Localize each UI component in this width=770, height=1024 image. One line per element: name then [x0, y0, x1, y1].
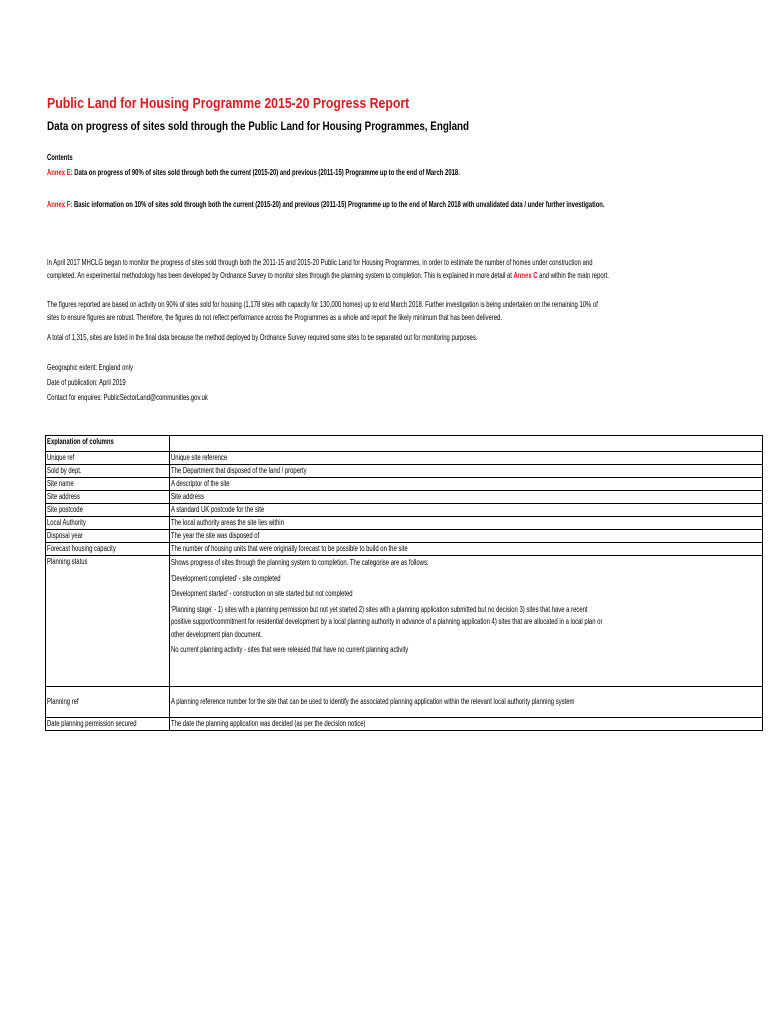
contact-enquiries: Contact for enquires: PublicSectorLand@communities.gov.uk: [47, 393, 208, 402]
column-name: Forecast housing capacity: [47, 544, 116, 553]
table-row: [46, 478, 763, 491]
columns-heading: Explanation of columns: [47, 437, 114, 446]
table-cell: [169, 517, 762, 530]
column-desc: A planning reference number for the site that can be used to identify the associated planning application within the relevant local authority planning system: [170, 697, 575, 706]
table-cell: [169, 718, 762, 731]
column-desc: The local authority areas the site lies within: [170, 518, 284, 527]
table-cell: [46, 517, 170, 530]
table-cell: [169, 530, 762, 543]
table-cell: [46, 452, 170, 465]
geo-extent: Geographic extent: England only: [47, 363, 133, 372]
intro-paragraph-1: [47, 257, 609, 282]
column-name: Local Authority: [47, 518, 86, 527]
table-heading-cell: [46, 436, 170, 452]
columns-table: [45, 435, 763, 731]
table-cell: [46, 478, 170, 491]
column-name: Unique ref: [47, 453, 75, 462]
table-cell: [169, 465, 762, 478]
annex-f-text: Basic information on 10% of sites sold through both the current (2015-20) and previous (2011-15) Programme up to the end of March 2018 with unvalidated data / under further investigation.: [72, 200, 605, 209]
column-name: Date planning permission secured: [47, 719, 137, 728]
contents-annex-e: [47, 168, 460, 178]
table-cell: [169, 556, 762, 687]
table-cell: [169, 491, 762, 504]
page-subtitle: Data on progress of sites sold through the Public Land for Housing Programmes, England: [47, 119, 470, 133]
table-cell: [46, 465, 170, 478]
table-cell: [46, 718, 170, 731]
annex-c-link[interactable]: Annex C: [513, 270, 538, 280]
column-desc: A descriptor of the site: [170, 479, 230, 488]
table-row: [46, 556, 763, 687]
table-row: [46, 530, 763, 543]
intro-paragraph-2: The figures reported are based on activity on 90% of sites sold for housing (1,178 sites with capacity for 130,000 homes) up to end March 2018. Further investigation is being undertaken on the remaining 10% of sites to ensure figures are robust. Therefore, the figures do not reflect performance across the Programmes as a whole and report the likely minimum that has been delivered.: [47, 300, 598, 322]
table-row: [46, 718, 763, 731]
column-desc: A standard UK postcode for the site: [170, 505, 265, 514]
table-row: [46, 465, 763, 478]
column-name: Site address: [47, 492, 80, 501]
planning-status-line: Shows progress of sites through the planning system to completion. The categorise are as follows:: [170, 558, 429, 567]
table-cell: [46, 543, 170, 556]
column-name: Disposal year: [47, 531, 83, 540]
table-cell: [169, 436, 762, 452]
column-desc: The year the site was disposed of: [170, 531, 260, 540]
column-name: Planning ref: [47, 697, 79, 706]
column-name: Planning status: [47, 557, 88, 566]
annex-e-link[interactable]: Annex E:: [47, 168, 73, 177]
table-row: [46, 452, 763, 465]
intro-paragraph-3: A total of 1,315, sites are listed in the final data because the method deployed by Ordnance Survey required some sites to be separated out for monitoring purposes.: [47, 333, 478, 342]
table-cell: [46, 491, 170, 504]
table-row: [46, 517, 763, 530]
intro-p1-text: In April 2017 MHCLG began to monitor the progress of sites sold through both the 2011-15 and 2015-20 Public Land for Housing Programmes, in order to estimate the number of homes under construction and completed. An experimental methodology has been developed by Ordnance Survey to monitor sites through the planning system to completion. This is explained in more detail at: [47, 258, 593, 280]
table-cell: [46, 687, 170, 718]
intro-p1-after: and within the main report.: [537, 270, 609, 280]
table-cell: [169, 504, 762, 517]
column-desc: Unique site reference: [170, 453, 228, 462]
planning-status-line: No current planning activity - sites that were released that have no current planning activity: [170, 645, 409, 654]
table-cell: [169, 452, 762, 465]
contents-annex-f: [47, 200, 605, 210]
column-desc: Site address: [170, 492, 204, 501]
table-row: [46, 687, 763, 718]
column-desc: The Department that disposed of the land / property: [170, 466, 307, 475]
planning-status-line: 'Development completed' - site completed: [170, 573, 281, 583]
annex-f-link[interactable]: Annex F:: [47, 200, 73, 209]
table-cell: [169, 478, 762, 491]
page-title: Public Land for Housing Programme 2015-20 Progress Report: [47, 95, 410, 112]
annex-e-text: Data on progress of 90% of sites sold through both the current (2015-20) and previous (2011-15) Programme up to the end of March 2018.: [72, 168, 460, 177]
publication-date: Date of publication: April 2019: [47, 378, 126, 387]
planning-status-desc: [171, 556, 608, 657]
table-cell: [46, 504, 170, 517]
table-row: [46, 436, 763, 452]
table-cell: [169, 543, 762, 556]
table-cell: [46, 530, 170, 543]
planning-status-line: 'Development started' - construction on site started but not completed: [170, 589, 353, 598]
column-name: Site name: [47, 479, 74, 488]
planning-status-line: 'Planning stage' - 1) sites with a planning permission but not yet started 2) sites with a planning application submitted but no decision 3) sites that have a recent positive support/commitment for residential development by a local planning authority in advance of a planning application 4) sites that are allocated in a local plan or other development plan document.: [170, 604, 603, 639]
table-row: [46, 543, 763, 556]
column-name: Sold by dept.: [47, 466, 82, 475]
column-name: Site postcode: [47, 505, 83, 514]
table-row: [46, 491, 763, 504]
table-row: [46, 504, 763, 517]
table-cell: [46, 556, 170, 687]
contents-heading: Contents: [47, 153, 73, 162]
column-desc: The date the planning application was decided (as per the decision notice): [170, 719, 366, 728]
table-cell: [169, 687, 762, 718]
column-desc: The number of housing units that were originally forecast to be possible to build on the site: [170, 544, 408, 553]
